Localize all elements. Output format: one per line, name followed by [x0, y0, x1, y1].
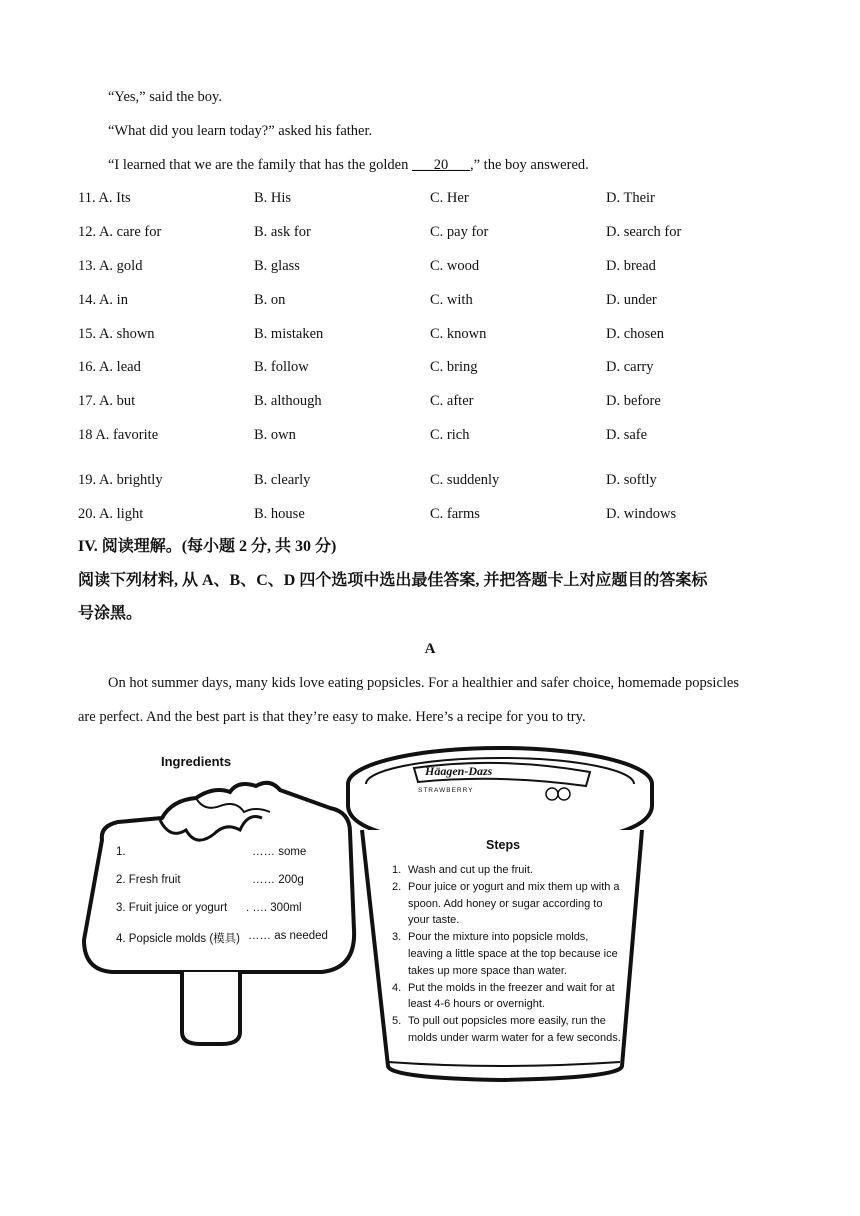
step-item — [392, 929, 622, 979]
passage-text: “I learned that we are the family that has the golden — [108, 157, 412, 173]
option-a: 16. A. lead — [78, 359, 141, 375]
option-c: C. known — [430, 326, 487, 342]
passage-line — [108, 155, 589, 175]
step-item — [392, 980, 622, 1014]
section-instruction: 号涂黑。 — [78, 605, 143, 622]
option-b: B. follow — [254, 359, 309, 375]
ingredient-amount: …… 200g — [252, 874, 304, 886]
step-number: 5. — [392, 1015, 402, 1028]
option-b: B. His — [254, 190, 292, 206]
option-c: C. rich — [430, 427, 470, 443]
option-d: D. carry — [606, 359, 654, 375]
option-a: 14. A. in — [78, 292, 128, 308]
option-b: B. glass — [254, 258, 300, 274]
steps-list — [392, 862, 622, 1047]
option-a: 13. A. gold — [78, 258, 143, 274]
ingredient-name: 2. Fresh fruit — [116, 874, 181, 886]
passage-line: “What did you learn today?” asked his father. — [108, 123, 373, 139]
step-text: Pour the mixture into popsicle molds, leaving a little space at the top because ice takes up more space than water. — [408, 931, 618, 977]
popsicle-stick — [182, 972, 240, 1044]
option-a: 17. A. but — [78, 393, 136, 409]
option-c: C. with — [430, 292, 473, 308]
option-d: D. search for — [606, 224, 682, 240]
option-c: C. wood — [430, 258, 480, 274]
ingredient-name: 3. Fruit juice or yogurt — [116, 902, 228, 914]
option-d: D. chosen — [606, 326, 664, 342]
answer-blank: ___20___ — [411, 157, 470, 173]
option-b: B. although — [254, 393, 322, 409]
option-d: D. bread — [606, 258, 656, 274]
option-b: B. on — [254, 292, 286, 308]
ingredient-name: 4. Popsicle molds (模具) — [116, 933, 240, 945]
ingredient-amount: …… as needed — [248, 930, 328, 942]
option-a: 18 A. favorite — [78, 427, 159, 443]
passage-line: “Yes,” said the boy. — [108, 89, 222, 105]
option-c: C. Her — [430, 190, 469, 206]
tub-brand-sub: STRAWBERRY — [418, 787, 474, 794]
option-d: D. Their — [606, 190, 655, 206]
option-b: B. house — [254, 506, 305, 522]
option-c: C. suddenly — [430, 472, 500, 488]
step-number: 4. — [392, 981, 402, 994]
option-a: 12. A. care for — [78, 224, 162, 240]
step-text: To pull out popsicles more easily, run the molds under warm water for a few seconds. — [408, 1015, 621, 1044]
option-c: C. farms — [430, 506, 480, 522]
step-number: 1. — [392, 864, 402, 876]
option-b: B. own — [254, 427, 296, 443]
option-d: D. safe — [606, 427, 648, 443]
option-a: 20. A. light — [78, 506, 144, 522]
option-d: D. windows — [606, 506, 677, 522]
step-item — [392, 1013, 622, 1047]
section-heading: IV. 阅读理解。(每小题 2 分, 共 30 分) — [78, 538, 337, 555]
step-number: 2. — [392, 880, 402, 893]
passage-text: ,” the boy answered. — [469, 157, 589, 173]
option-a: 19. A. brightly — [78, 472, 163, 488]
ingredient-amount: …… some — [252, 846, 307, 858]
passage-intro: On hot summer days, many kids love eating popsicles. For a healthier and safer choice, homemade popsicles — [108, 675, 739, 691]
passage-label: A — [424, 641, 436, 657]
option-a: 11. A. Its — [78, 190, 131, 206]
step-number: 3. — [392, 931, 402, 944]
option-b: B. ask for — [254, 224, 311, 240]
ingredient-amount: . …. 300ml — [246, 902, 302, 914]
step-item — [392, 879, 622, 929]
ingredients-title: Ingredients — [161, 754, 232, 769]
passage-intro: are perfect. And the best part is that they’re easy to make. Here’s a recipe for you to try. — [78, 709, 586, 725]
step-item — [392, 862, 622, 879]
option-c: C. bring — [430, 359, 478, 375]
step-text: Put the molds in the freezer and wait for at least 4-6 hours or overnight. — [408, 981, 615, 1011]
step-text: Pour juice or yogurt and mix them up with a spoon. Add honey or sugar according to your taste. — [408, 880, 620, 927]
option-b: B. clearly — [254, 472, 311, 488]
option-c: C. after — [430, 393, 474, 409]
option-d: D. softly — [606, 472, 657, 488]
option-b: B. mistaken — [254, 326, 324, 342]
step-text: Wash and cut up the fruit. — [408, 864, 533, 876]
steps-title: Steps — [486, 838, 521, 852]
tub-brand: Häagen-Dazs — [425, 764, 493, 778]
option-d: D. under — [606, 292, 657, 308]
section-instruction: 阅读下列材料, 从 A、B、C、D 四个选项中选出最佳答案, 并把答题卡上对应题目的答案标 — [78, 572, 708, 589]
option-a: 15. A. shown — [78, 326, 155, 342]
option-d: D. before — [606, 393, 661, 409]
ingredient-name: 1. — [116, 846, 126, 858]
option-c: C. pay for — [430, 224, 489, 240]
